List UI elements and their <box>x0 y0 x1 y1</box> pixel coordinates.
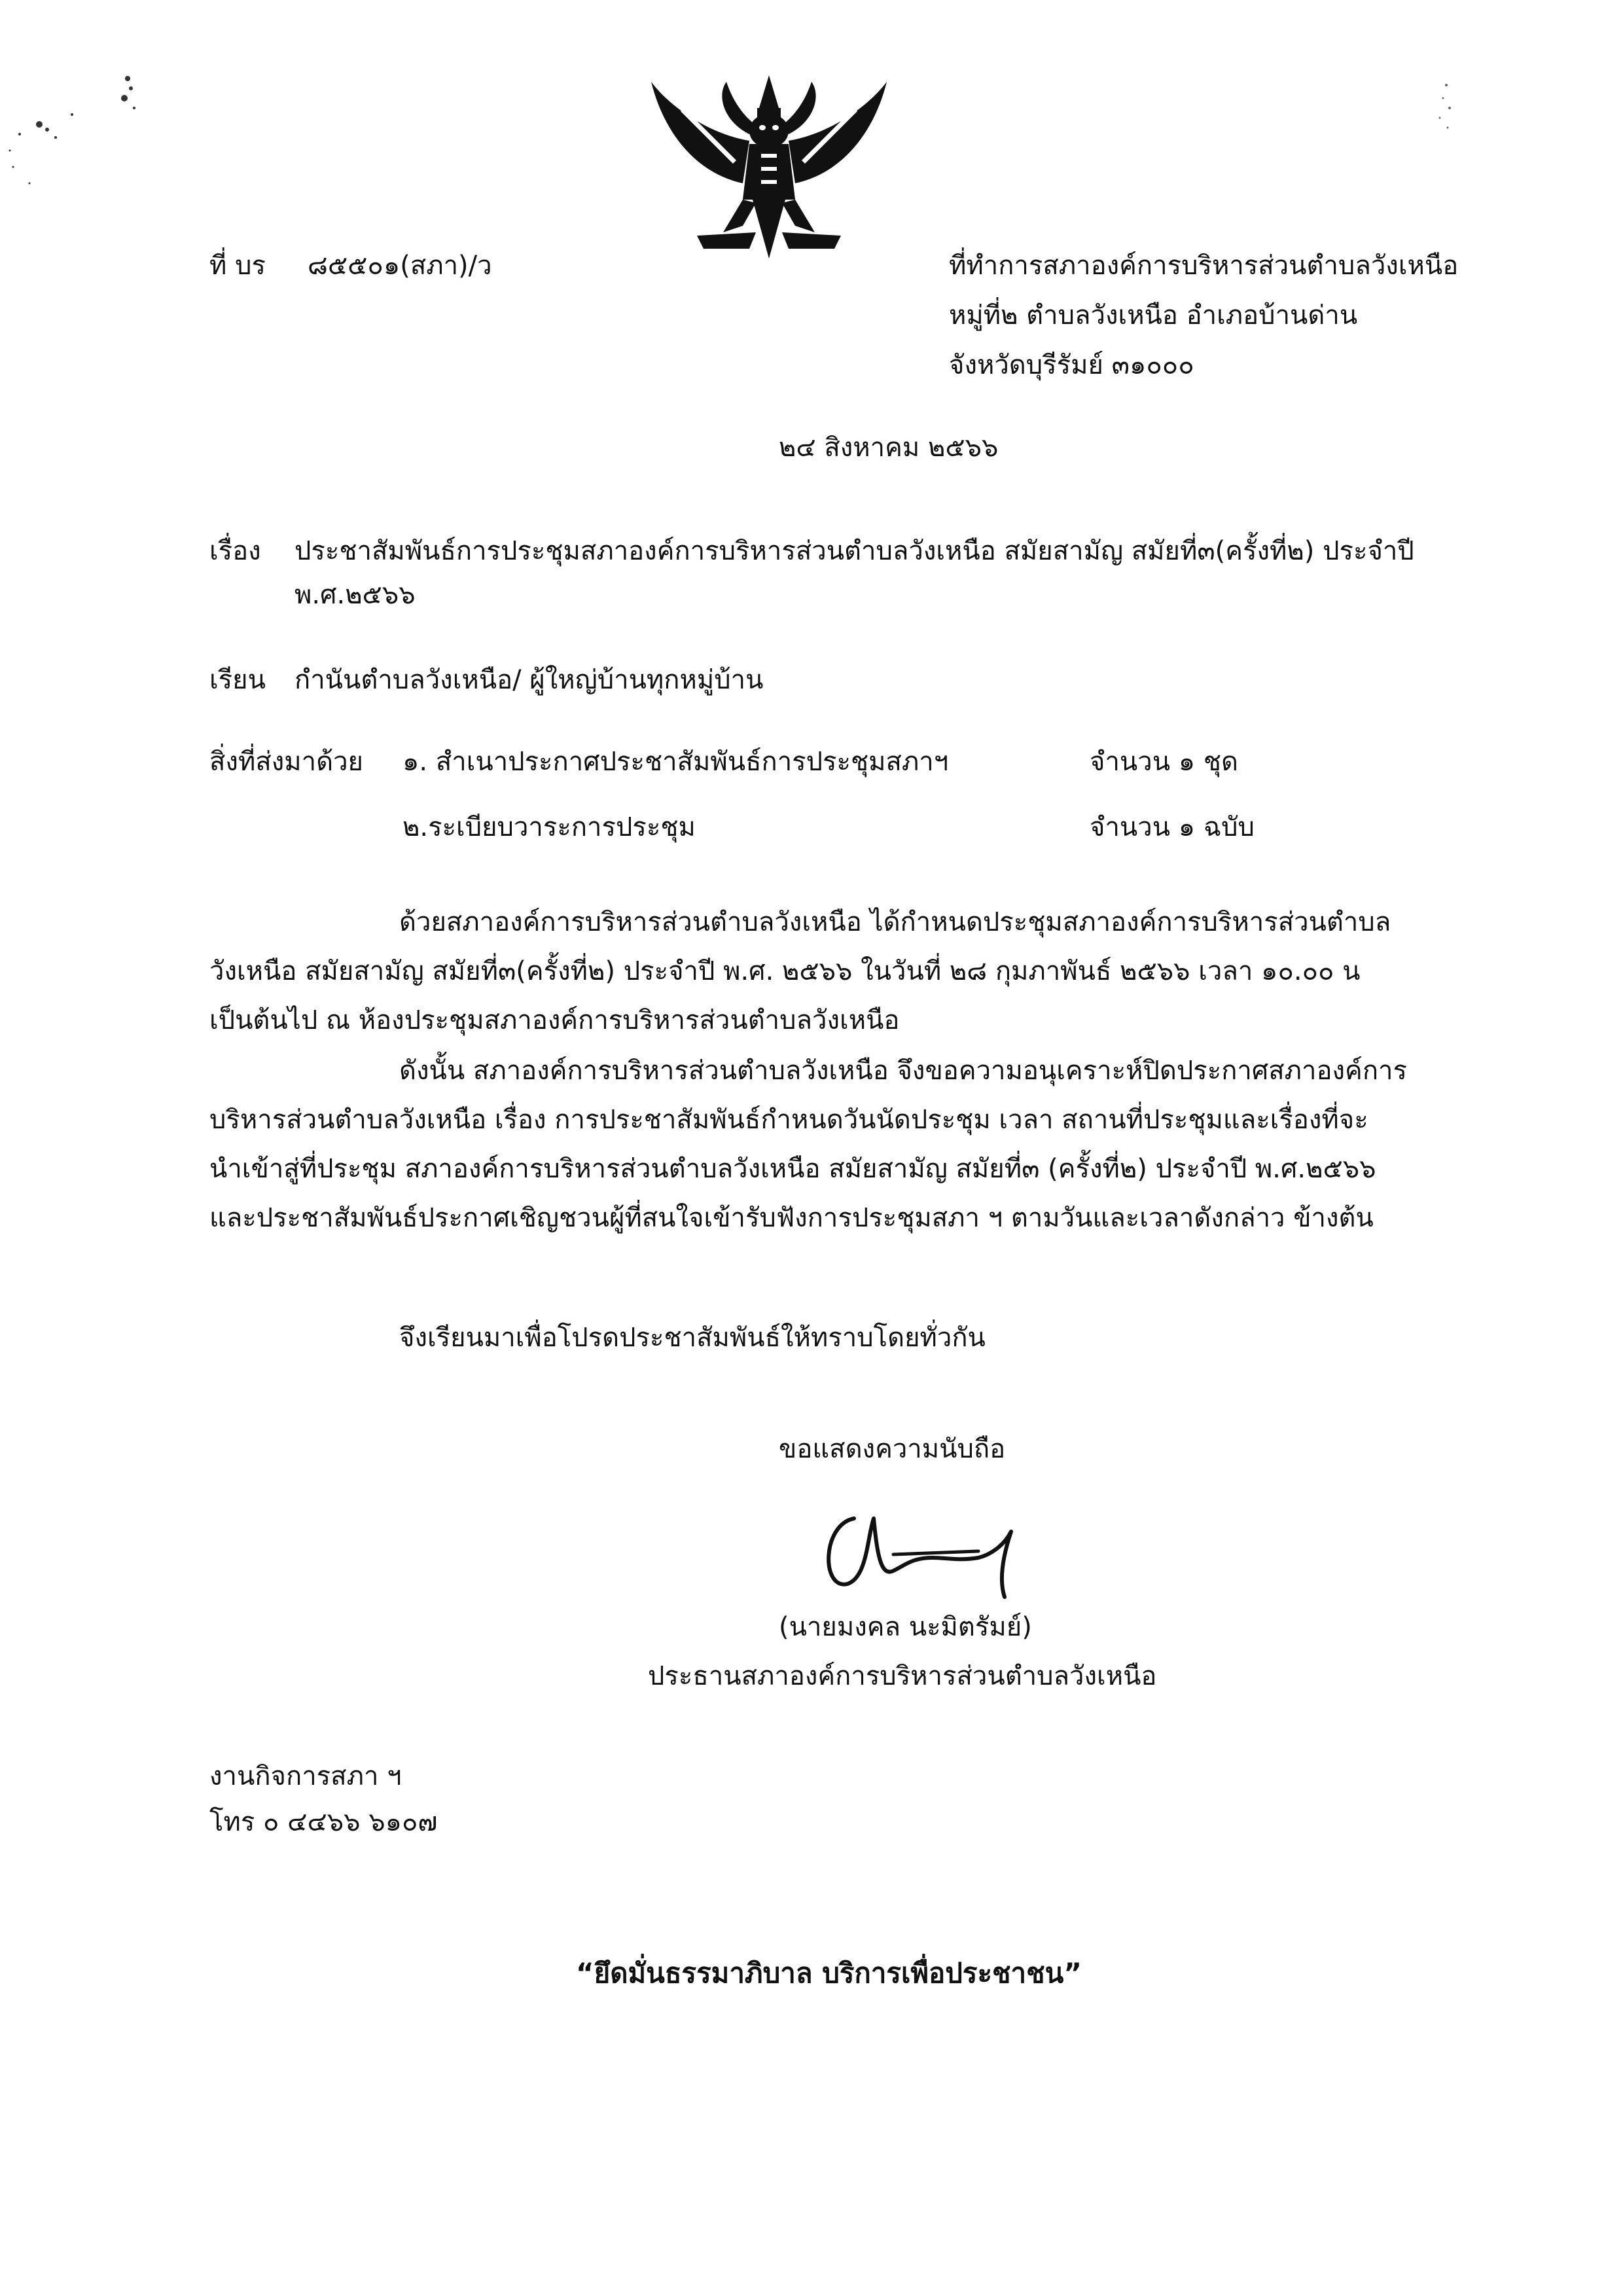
sender-address-line-2: หมู่ที่๒ ตำบลวังเหนือ อำเภอบ้านด่าน <box>949 300 1358 331</box>
recipient-label: เรียน <box>209 665 266 695</box>
recipient-text: กำนันตำบลวังเหนือ/ ผู้ใหญ่บ้านทุกหมู่บ้าน <box>294 665 764 695</box>
salutation: ขอแสดงความนับถือ <box>779 1434 1006 1464</box>
scan-speck-marks-right <box>1407 72 1486 151</box>
garuda-emblem-icon <box>645 62 893 278</box>
subject-label: เรื่อง <box>209 536 261 566</box>
body-paragraph-1-line-2: วังเหนือ สมัยสามัญ สมัยที่๓(ครั้งที่๒) ประจำปี พ.ศ. ๒๕๖๖ ในวันที่ ๒๘ กุมภาพันธ์ ๒๕๖๖ เวลา ๑๐.๐๐ น <box>209 956 1361 986</box>
document-date: ๒๔ สิงหาคม ๒๕๖๖ <box>779 433 999 463</box>
signatory-position: ประธานสภาองค์การบริหารส่วนตำบลวังเหนือ <box>648 1661 1157 1691</box>
subject-line-2: พ.ศ.๒๕๖๖ <box>294 580 416 610</box>
enclosures-label: สิ่งที่ส่งมาด้วย <box>209 747 363 777</box>
reference-number: ๘๕๕๐๑(สภา)/ว <box>308 251 492 281</box>
sender-address-line-3: จังหวัดบุรีรัมย์ ๓๑๐๐๐ <box>949 350 1194 380</box>
body-paragraph-2-line-3: นำเข้าสู่ที่ประชุม สภาองค์การบริหารส่วนตำบลวังเหนือ สมัยสามัญ สมัยที่๓ (ครั้งที่๒) ประจำปี พ.ศ.๒๕๖๖ <box>209 1154 1376 1184</box>
body-paragraph-1-line-3: เป็นต้นไป ณ ห้องประชุมสภาองค์การบริหารส่วนตำบลวังเหนือ <box>209 1005 900 1035</box>
subject-line-1: ประชาสัมพันธ์การประชุมสภาองค์การบริหารส่วนตำบลวังเหนือ สมัยสามัญ สมัยที่๓(ครั้งที่๒) ประจำปี <box>294 536 1414 566</box>
enclosure-item-1: ๑. สำเนาประกาศประชาสัมพันธ์การประชุมสภาฯ <box>402 747 949 777</box>
closing-request: จึงเรียนมาเพื่อโปรดประชาสัมพันธ์ให้ทราบโดยทั่วกัน <box>399 1323 986 1353</box>
enclosure-quantity-2: จำนวน ๑ ฉบับ <box>1090 812 1255 842</box>
contact-phone: โทร ๐ ๔๔๖๖ ๖๑๐๗ <box>209 1807 438 1837</box>
reference-label: ที่ บร <box>209 251 266 281</box>
enclosure-item-2: ๒.ระเบียบวาระการประชุม <box>402 812 696 842</box>
sender-address-line-1: ที่ทำการสภาองค์การบริหารส่วนตำบลวังเหนือ <box>949 251 1459 281</box>
body-paragraph-1-line-1: ด้วยสภาองค์การบริหารส่วนตำบลวังเหนือ ได้กำหนดประชุมสภาองค์การบริหารส่วนตำบล <box>399 907 1391 937</box>
body-paragraph-2-line-1: ดังนั้น สภาองค์การบริหารส่วนตำบลวังเหนือ จึงขอความอนุเคราะห์ปิดประกาศสภาองค์การ <box>399 1056 1407 1086</box>
scan-speck-marks <box>0 52 209 223</box>
enclosure-quantity-1: จำนวน ๑ ชุด <box>1090 747 1238 777</box>
contact-department: งานกิจการสภา ฯ <box>209 1761 402 1791</box>
body-paragraph-2-line-2: บริหารส่วนตำบลวังเหนือ เรื่อง การประชาสัมพันธ์กำหนดวันนัดประชุม เวลา สถานที่ประชุมและเรื่องที่จะ <box>209 1105 1368 1135</box>
motto: “ยึดมั่นธรรมาภิบาล บริการเพื่อประชาชน” <box>576 1957 1082 1989</box>
body-paragraph-2-line-4: และประชาสัมพันธ์ประกาศเชิญชวนผู้ที่สนใจเข้ารับฟังการประชุมสภา ฯ ตามวันและเวลาดังกล่าว ข้างต้น <box>209 1203 1374 1233</box>
signatory-name: (นายมงคล นะมิตรัมย์) <box>779 1612 1032 1642</box>
handwritten-signature-icon <box>808 1499 1031 1610</box>
